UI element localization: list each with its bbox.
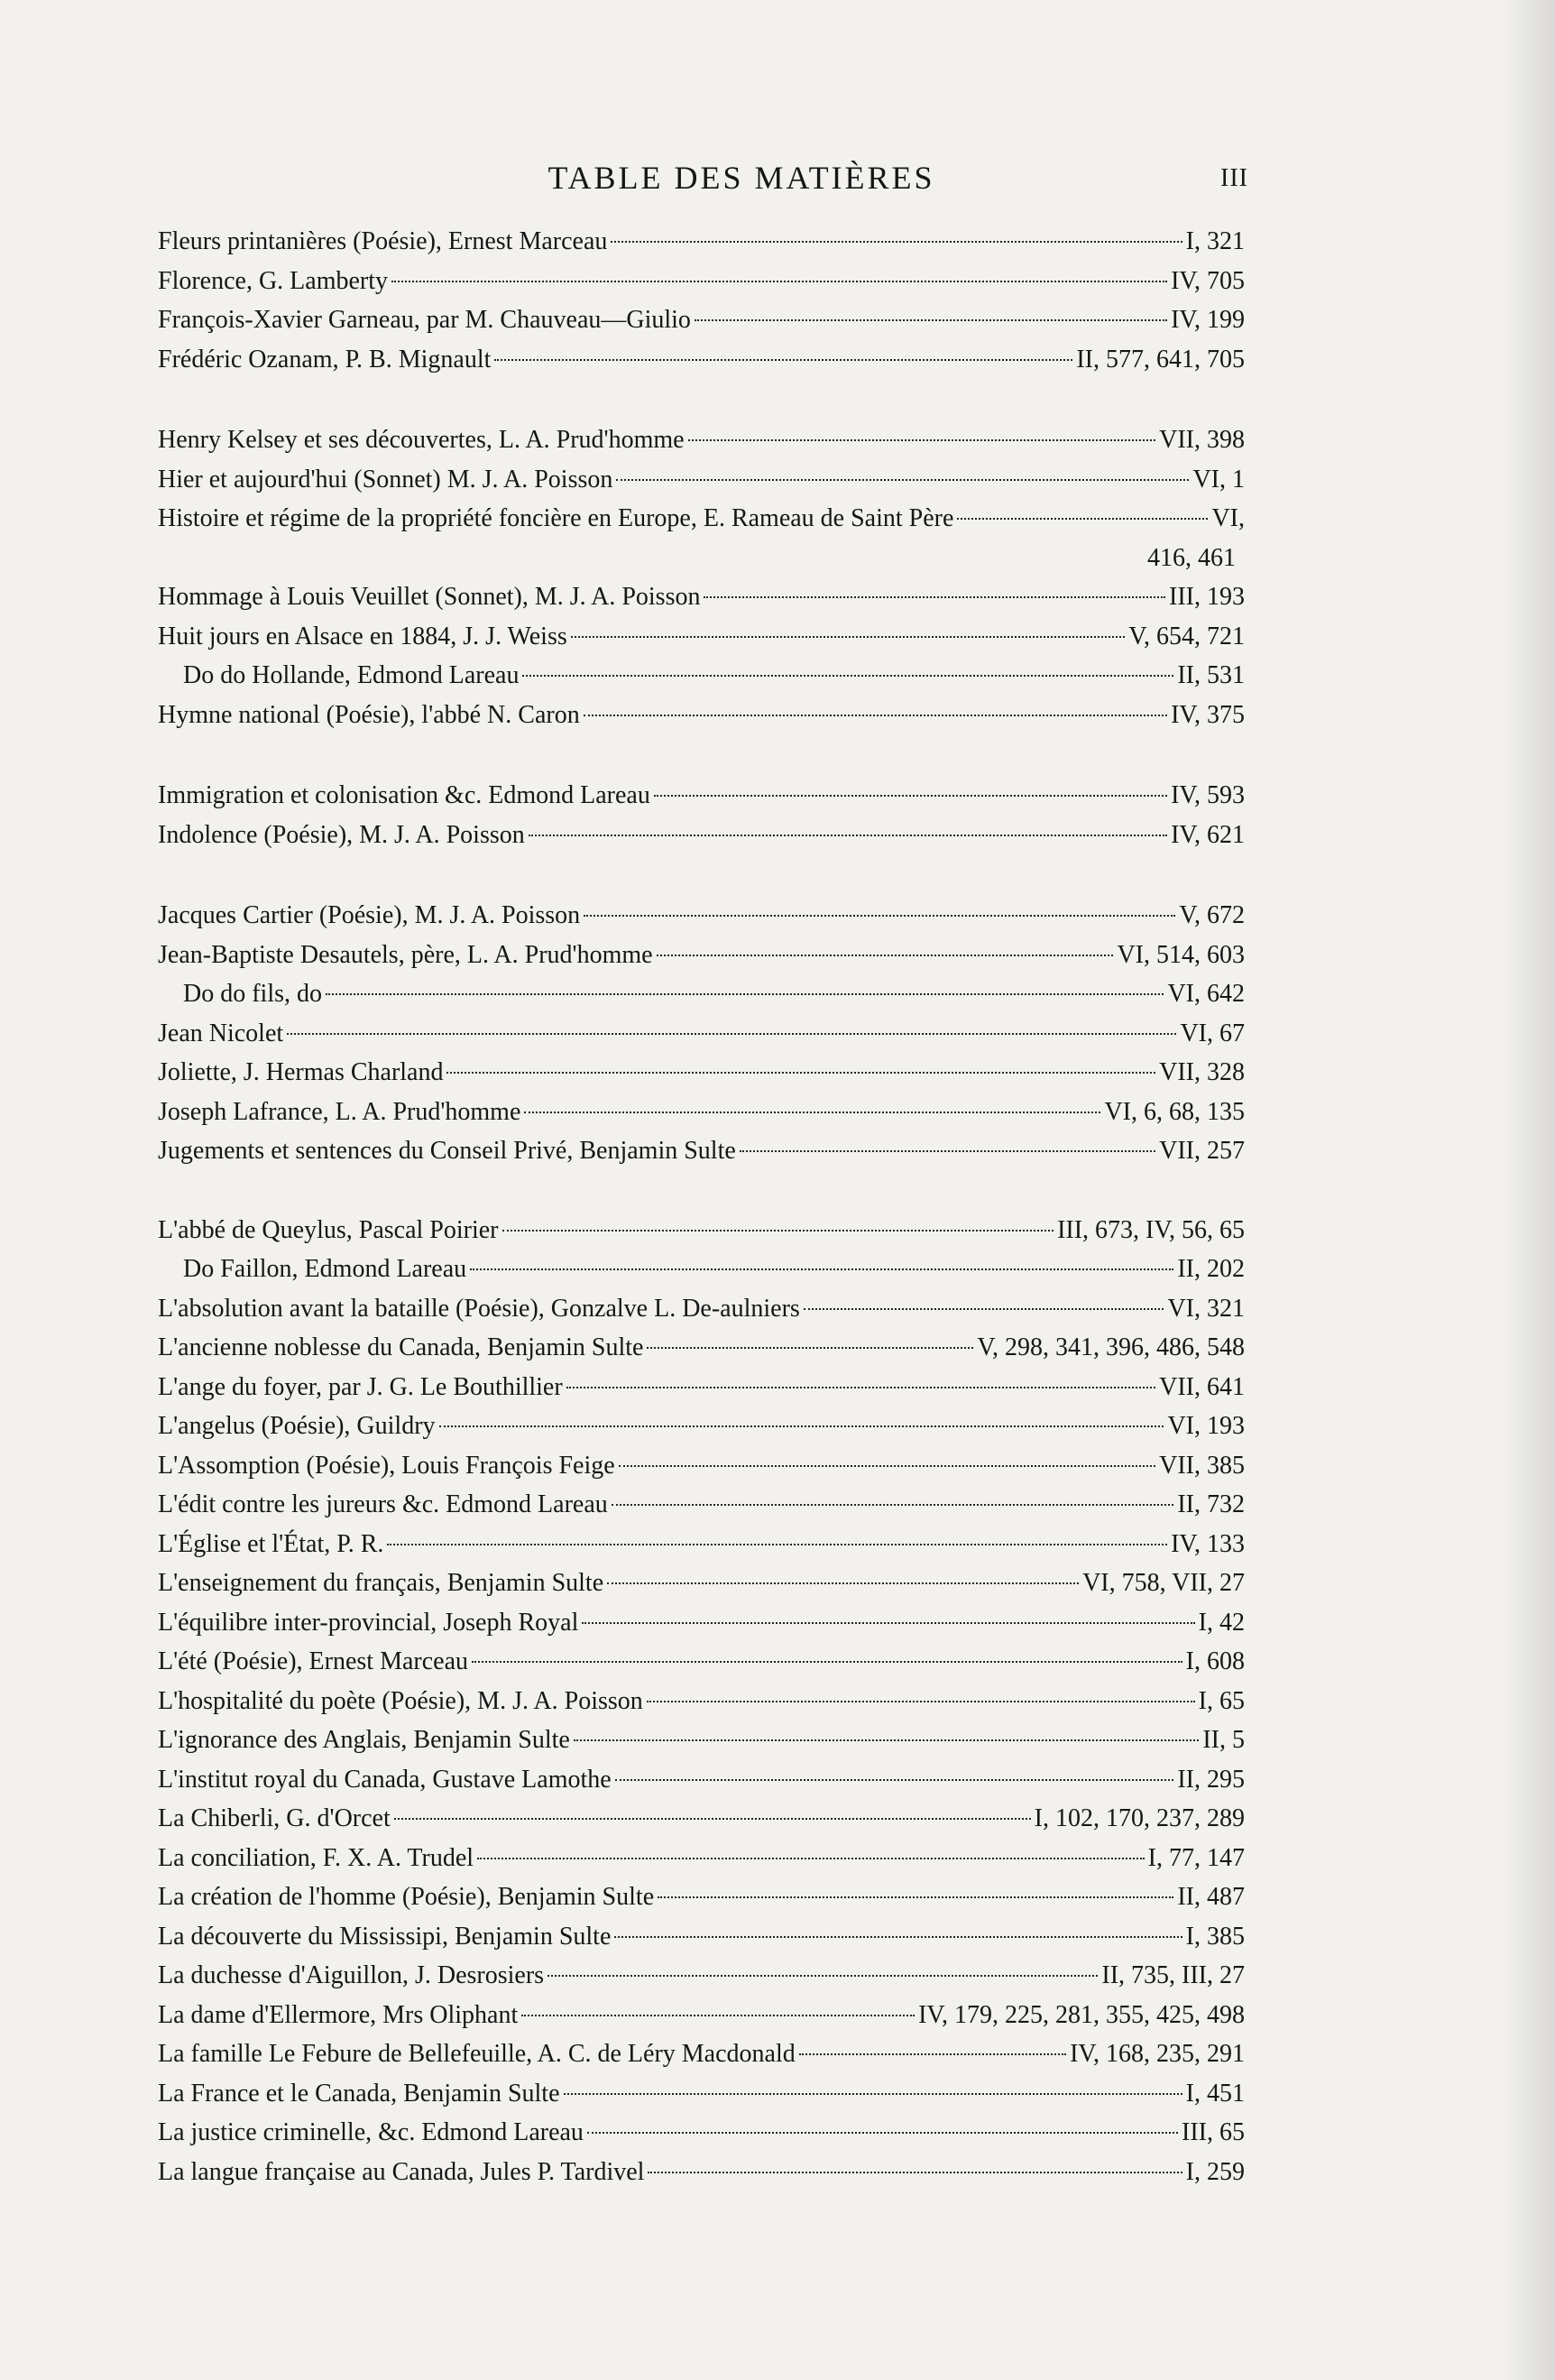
toc-entry	[158, 1211, 1245, 1250]
dot-leader	[688, 439, 1156, 441]
toc-entry-reference: I, 385	[1185, 1922, 1245, 1951]
dot-leader	[394, 1818, 1031, 1820]
dot-leader	[387, 1544, 1167, 1545]
toc-entry-reference: I, 102, 170, 237, 289	[1034, 1804, 1245, 1832]
toc-entry-reference: V, 298, 341, 396, 486, 548	[977, 1333, 1245, 1361]
toc-entry-title: Joseph Lafrance, L. A. Prud'homme	[158, 1097, 521, 1126]
toc-entry-reference: IV, 621	[1171, 820, 1245, 849]
toc-entry-title: La conciliation, F. X. A. Trudel	[158, 1843, 474, 1872]
toc-entry	[158, 1917, 1245, 1957]
dot-leader	[439, 1425, 1164, 1427]
dot-leader	[584, 915, 1175, 917]
toc-entry	[158, 577, 1245, 617]
page-number: III	[1220, 164, 1248, 192]
toc-entry	[158, 420, 1245, 460]
toc-entry-title: Do Faillon, Edmond Lareau	[183, 1255, 467, 1283]
toc-entry-reference: IV, 168, 235, 291	[1070, 2040, 1245, 2068]
toc-entry-title: L'ignorance des Anglais, Benjamin Sulte	[158, 1726, 570, 1754]
toc-entry-title: La création de l'homme (Poésie), Benjamin Sulte	[158, 1883, 655, 1911]
toc-entry-reference: I, 451	[1185, 2079, 1245, 2108]
toc-entry-title: François-Xavier Garneau, par M. Chauveau—Giulio	[158, 306, 691, 334]
toc-entry-reference: I, 608	[1185, 1647, 1245, 1675]
toc-entry-reference: VI,	[1211, 504, 1245, 532]
toc-entry	[158, 1485, 1245, 1525]
dot-leader	[704, 596, 1165, 598]
dot-leader	[391, 281, 1167, 282]
toc-entry	[158, 222, 1245, 262]
toc-entry	[158, 1446, 1245, 1486]
toc-entry-title: L'été (Poésie), Ernest Marceau	[158, 1647, 468, 1675]
toc-entry-title: L'Assomption (Poésie), Louis François Feige	[158, 1451, 615, 1480]
toc-entry-reference: I, 65	[1198, 1686, 1245, 1715]
dot-leader	[614, 1936, 1182, 1938]
toc-entry-reference: II, 295	[1177, 1765, 1245, 1794]
page-header	[0, 152, 1555, 206]
toc-group	[158, 1211, 1245, 2192]
toc-entry-reference: II, 5	[1202, 1726, 1245, 1754]
toc-entry-title: La famille Le Febure de Bellefeuille, A. C. de Léry Macdonald	[158, 2040, 796, 2068]
dot-leader	[470, 1268, 1173, 1270]
dot-leader	[566, 1387, 1155, 1388]
dot-leader	[658, 1896, 1173, 1898]
dot-leader	[477, 1858, 1145, 1859]
dot-leader	[502, 1230, 1054, 1232]
toc-entry-title: Hier et aujourd'hui (Sonnet) M. J. A. Poisson	[158, 465, 613, 494]
toc-entry	[158, 656, 1245, 696]
toc-entry	[158, 1877, 1245, 1917]
toc-entry	[158, 1368, 1245, 1407]
toc-entry-reference: IV, 705	[1171, 266, 1245, 295]
dot-leader	[564, 2093, 1182, 2095]
toc-entry-title: La justice criminelle, &c. Edmond Lareau	[158, 2118, 584, 2146]
dot-leader	[647, 1347, 973, 1349]
toc-entry-reference: VI, 321	[1167, 1294, 1245, 1323]
toc-entry-title: Huit jours en Alsace en 1884, J. J. Weiss	[158, 622, 567, 650]
toc-entry	[158, 539, 1245, 578]
toc-entry-title: Hymne national (Poésie), l'abbé N. Caron	[158, 700, 580, 729]
toc-entry-reference: VI, 758, VII, 27	[1082, 1569, 1245, 1597]
toc-entry-title: Jacques Cartier (Poésie), M. J. A. Poisson	[158, 901, 581, 929]
toc-entry-reference: II, 735, III, 27	[1101, 1961, 1245, 1989]
dot-leader	[615, 1779, 1174, 1781]
toc-entry-title: L'Église et l'État, P. R.	[158, 1529, 384, 1558]
dot-leader	[740, 1150, 1155, 1152]
toc-entry-reference: IV, 199	[1171, 306, 1245, 334]
toc-entry-title: L'absolution avant la bataille (Poésie), Gonzalve L. De-aulniers	[158, 1294, 800, 1323]
toc-entry-reference: VI, 67	[1180, 1019, 1245, 1047]
toc-entry-title: Indolence (Poésie), M. J. A. Poisson	[158, 820, 525, 849]
toc-entry	[158, 300, 1245, 340]
toc-entry-reference: VI, 642	[1167, 980, 1245, 1008]
running-title: TABLE DES MATIÈRES	[547, 160, 935, 196]
toc-entry	[158, 460, 1245, 500]
toc-entry	[158, 1131, 1245, 1171]
toc-entry-title: La duchesse d'Aiguillon, J. Desrosiers	[158, 1961, 545, 1989]
dot-leader	[607, 1582, 1079, 1584]
dot-leader	[326, 993, 1164, 995]
dot-leader	[657, 955, 1114, 956]
toc-entry-title: La France et le Canada, Benjamin Sulte	[158, 2079, 560, 2108]
toc-group	[158, 222, 1245, 379]
toc-entry	[158, 1799, 1245, 1839]
toc-entry-title: L'équilibre inter-provincial, Joseph Royal	[158, 1608, 579, 1637]
dot-leader	[574, 1739, 1199, 1741]
toc-entry-title: La Chiberli, G. d'Orcet	[158, 1804, 391, 1832]
toc-entry	[158, 2074, 1245, 2114]
toc-entry	[158, 1014, 1245, 1054]
toc-entry	[158, 2113, 1245, 2153]
toc-entry-reference: III, 673, IV, 56, 65	[1057, 1215, 1245, 1244]
toc-entry	[158, 1407, 1245, 1446]
toc-group	[158, 420, 1245, 734]
toc-entry-reference: IV, 375	[1171, 700, 1245, 729]
toc-entry	[158, 1564, 1245, 1603]
toc-entry-title: Fleurs printanières (Poésie), Ernest Marceau	[158, 227, 608, 255]
toc-entry-reference: III, 65	[1182, 2118, 1245, 2146]
toc-entry-title: Jean-Baptiste Desautels, père, L. A. Prud'homme	[158, 940, 653, 969]
toc-entry	[158, 1720, 1245, 1760]
toc-entry-reference: VII, 257	[1159, 1137, 1245, 1165]
dot-leader	[695, 319, 1167, 321]
dot-leader	[616, 479, 1189, 481]
table-of-contents	[158, 222, 1245, 2233]
toc-entry	[158, 1603, 1245, 1643]
dot-leader	[799, 2053, 1066, 2055]
dot-leader	[582, 1622, 1194, 1624]
toc-entry-reference: VI, 193	[1167, 1412, 1245, 1440]
dot-leader	[524, 1112, 1100, 1113]
toc-entry	[158, 1525, 1245, 1564]
toc-entry-title: La langue française au Canada, Jules P. Tardivel	[158, 2157, 645, 2186]
toc-entry	[158, 1289, 1245, 1329]
toc-entry	[158, 896, 1245, 936]
dot-leader	[587, 2132, 1178, 2134]
toc-entry-reference: 416, 461	[1147, 543, 1236, 572]
toc-entry	[158, 2153, 1245, 2192]
toc-entry-reference: I, 259	[1185, 2157, 1245, 2186]
toc-entry-title: L'enseignement du français, Benjamin Sulte	[158, 1569, 604, 1597]
toc-entry-reference: II, 202	[1177, 1255, 1245, 1283]
toc-entry-title: L'angelus (Poésie), Guildry	[158, 1412, 436, 1440]
toc-entry	[158, 340, 1245, 380]
toc-entry-title: La dame d'Ellermore, Mrs Oliphant	[158, 2000, 519, 2029]
toc-entry	[158, 1760, 1245, 1800]
toc-entry-title: Histoire et régime de la propriété foncière en Europe, E. Rameau de Saint Père	[158, 504, 954, 532]
dot-leader	[612, 1504, 1174, 1506]
dot-leader	[571, 636, 1126, 638]
toc-entry-title: L'ancienne noblesse du Canada, Benjamin Sulte	[158, 1333, 644, 1361]
toc-entry-reference: IV, 179, 225, 281, 355, 425, 498	[918, 2000, 1245, 2029]
page-edge-shadow	[1501, 0, 1555, 2380]
toc-entry-reference: V, 654, 721	[1128, 622, 1245, 650]
toc-entry-reference: V, 672	[1179, 901, 1245, 929]
toc-entry-reference: VII, 398	[1159, 426, 1245, 454]
toc-entry	[158, 696, 1245, 735]
toc-entry	[158, 776, 1245, 816]
dot-leader	[521, 2015, 915, 2016]
toc-entry-reference: I, 77, 147	[1147, 1843, 1245, 1872]
toc-entry-title: L'hospitalité du poète (Poésie), M. J. A. Poisson	[158, 1686, 643, 1715]
toc-entry-reference: VII, 641	[1159, 1372, 1245, 1401]
toc-entry-title: Joliette, J. Hermas Charland	[158, 1058, 444, 1086]
toc-entry-reference: II, 531	[1177, 661, 1245, 689]
dot-leader	[494, 359, 1072, 361]
toc-entry-reference: IV, 593	[1171, 781, 1245, 809]
dot-leader	[547, 1975, 1098, 1977]
dot-leader	[804, 1308, 1164, 1310]
toc-entry-title: L'abbé de Queylus, Pascal Poirier	[158, 1215, 499, 1244]
toc-entry-title: L'ange du foyer, par J. G. Le Bouthillier	[158, 1372, 563, 1401]
toc-entry-reference: I, 42	[1198, 1608, 1245, 1637]
toc-entry-reference: II, 577, 641, 705	[1076, 345, 1245, 374]
toc-entry-reference: VII, 385	[1159, 1451, 1245, 1480]
toc-entry	[158, 1956, 1245, 1996]
toc-entry-title: Frédéric Ozanam, P. B. Mignault	[158, 345, 492, 374]
toc-entry	[158, 1682, 1245, 1721]
toc-group	[158, 896, 1245, 1171]
dot-leader	[529, 835, 1167, 836]
toc-entry-title: L'édit contre les jureurs &c. Edmond Lareau	[158, 1490, 608, 1518]
toc-entry-title: Do do fils, do	[183, 980, 322, 1008]
toc-entry-title: Henry Kelsey et ses découvertes, L. A. Prud'homme	[158, 426, 685, 454]
dot-leader	[584, 715, 1167, 716]
toc-group	[158, 776, 1245, 854]
toc-entry	[158, 1996, 1245, 2035]
dot-leader	[472, 1661, 1182, 1663]
toc-entry	[158, 499, 1245, 539]
toc-entry-reference: VI, 6, 68, 135	[1104, 1097, 1245, 1126]
toc-entry	[158, 1839, 1245, 1878]
toc-entry	[158, 1053, 1245, 1093]
toc-entry-title: Florence, G. Lamberty	[158, 266, 389, 295]
dot-leader	[957, 518, 1208, 520]
toc-entry	[158, 1250, 1245, 1289]
toc-entry-title: L'institut royal du Canada, Gustave Lamothe	[158, 1765, 612, 1794]
toc-entry-title: Hommage à Louis Veuillet (Sonnet), M. J. A. Poisson	[158, 583, 701, 611]
toc-entry	[158, 974, 1245, 1014]
toc-entry-reference: VI, 514, 603	[1117, 940, 1245, 969]
toc-entry	[158, 1328, 1245, 1368]
toc-entry-title: Do do Hollande, Edmond Lareau	[183, 661, 520, 689]
toc-entry	[158, 816, 1245, 855]
toc-entry-title: La découverte du Mississipi, Benjamin Sulte	[158, 1922, 612, 1951]
toc-entry-title: Jugements et sentences du Conseil Privé, Benjamin Sulte	[158, 1137, 736, 1165]
dot-leader	[647, 1701, 1195, 1702]
toc-entry	[158, 617, 1245, 657]
toc-entry-reference: VII, 328	[1159, 1058, 1245, 1086]
toc-entry	[158, 936, 1245, 975]
toc-entry	[158, 2034, 1245, 2074]
toc-entry-reference: IV, 133	[1171, 1529, 1245, 1558]
toc-entry-reference: II, 487	[1177, 1883, 1245, 1911]
toc-entry-title: Immigration et colonisation &c. Edmond Lareau	[158, 781, 650, 809]
dot-leader	[619, 1465, 1155, 1467]
toc-entry	[158, 1642, 1245, 1682]
toc-entry-reference: VI, 1	[1192, 465, 1245, 494]
dot-leader	[522, 675, 1173, 677]
dot-leader	[446, 1072, 1155, 1074]
dot-leader	[654, 795, 1167, 797]
toc-entry-reference: I, 321	[1185, 227, 1245, 255]
toc-entry-reference: III, 193	[1169, 583, 1245, 611]
toc-entry-reference: II, 732	[1177, 1490, 1245, 1518]
dot-leader	[287, 1033, 1176, 1035]
dot-leader	[648, 2172, 1182, 2173]
toc-entry-title: Jean Nicolet	[158, 1019, 284, 1047]
toc-entry	[158, 262, 1245, 301]
toc-entry	[158, 1093, 1245, 1132]
dot-leader	[611, 241, 1182, 243]
